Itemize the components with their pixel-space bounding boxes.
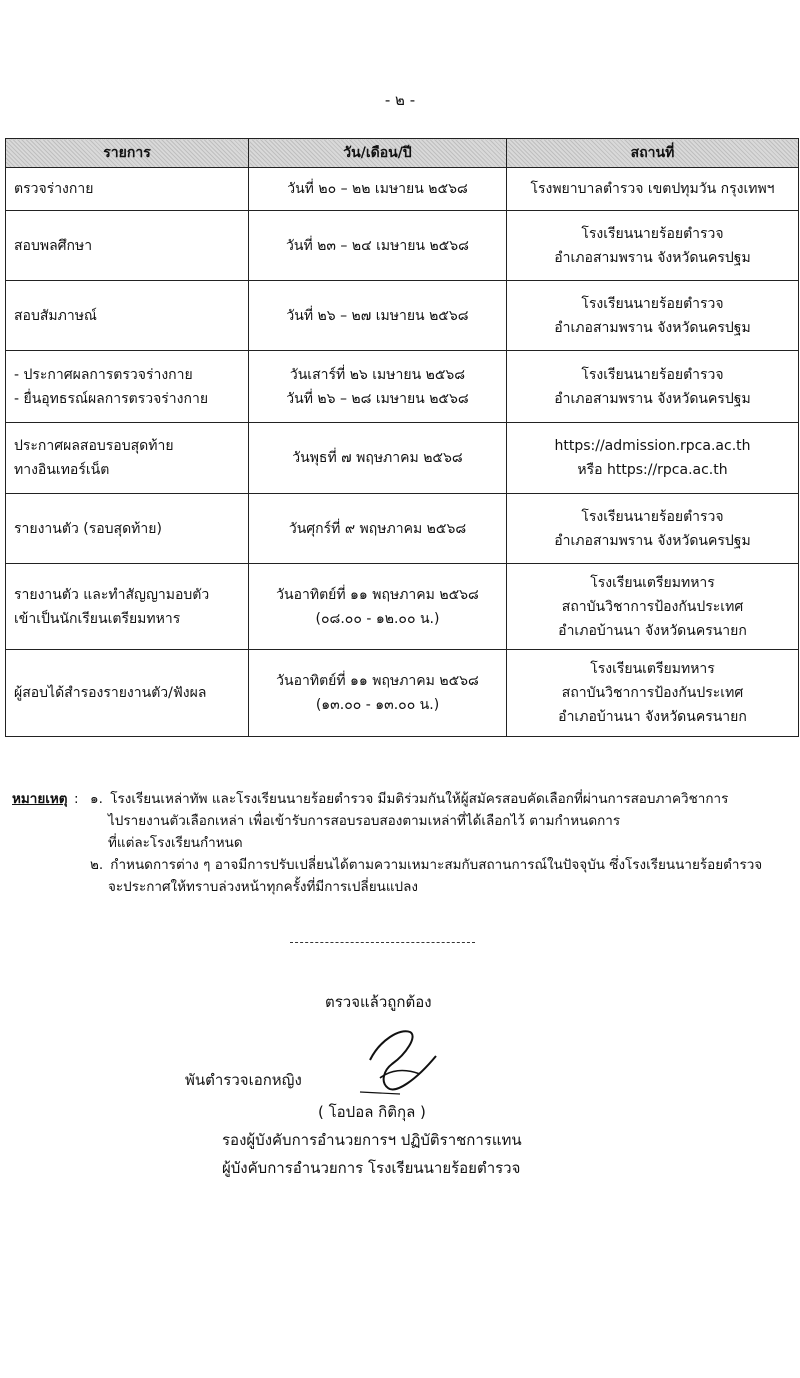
signer-name: ( โอปอล กิติกุล ) [318, 1103, 426, 1121]
cell-item: รายงานตัว (รอบสุดท้าย) [6, 494, 249, 564]
header-item: รายการ [6, 139, 249, 168]
note-line: ที่แต่ละโรงเรียนกำหนด [108, 835, 243, 851]
table-row [6, 351, 799, 423]
cell-date: วันที่ ๒๖ – ๒๗ เมษายน ๒๕๖๘ [249, 281, 507, 351]
notes-colon: : [74, 791, 79, 807]
page-number: - ๒ - [384, 91, 416, 109]
notes-section [12, 788, 792, 898]
cell-date: วันที่ ๒๓ – ๒๔ เมษายน ๒๕๖๘ [249, 211, 507, 281]
cell-date: วันศุกร์ที่ ๙ พฤษภาคม ๒๕๖๘ [249, 494, 507, 564]
cell-item: ตรวจร่างกาย [6, 168, 249, 211]
note-line: โรงเรียนเหล่าทัพ และโรงเรียนนายร้อยตำรวจ มีมติร่วมกันให้ผู้สมัครสอบคัดเลือกที่ผ่านการสอบภาควิชาการ [110, 791, 729, 807]
cell-date: วันอาทิตย์ที่ ๑๑ พฤษภาคม ๒๕๖๘ (๑๓.๐๐ - ๑๓.๐๐ น.) [249, 650, 507, 737]
note-number: ๒. [90, 857, 104, 873]
cell-place: โรงเรียนเตรียมทหาร สถาบันวิชาการป้องกันประเทศ อำเภอบ้านนา จังหวัดนครนายก [507, 564, 799, 650]
header-date: วัน/เดือน/ปี [249, 139, 507, 168]
verified-text: ตรวจแล้วถูกต้อง [325, 993, 432, 1011]
signer-title-line-1: รองผู้บังคับการอำนวยการฯ ปฏิบัติราชการแทน [222, 1131, 522, 1149]
cell-place: โรงเรียนนายร้อยตำรวจ อำเภอสามพราน จังหวัดนครปฐม [507, 494, 799, 564]
signature-image [340, 1020, 460, 1100]
note-number: ๑. [90, 791, 103, 807]
note-line: กำหนดการต่าง ๆ อาจมีการปรับเปลี่ยนได้ตามความเหมาะสมกับสถานการณ์ในปัจจุบัน ซึ่งโรงเรียนนายร้อยตำรวจ [110, 857, 763, 873]
cell-date: วันอาทิตย์ที่ ๑๑ พฤษภาคม ๒๕๖๘ (๐๘.๐๐ - ๑๒.๐๐ น.) [249, 564, 507, 650]
table-row [6, 168, 799, 211]
note-line: จะประกาศให้ทราบล่วงหน้าทุกครั้งที่มีการเปลี่ยนแปลง [108, 879, 418, 895]
cell-item: สอบพลศึกษา [6, 211, 249, 281]
header-place: สถานที่ [507, 139, 799, 168]
signer-rank: พันตำรวจเอกหญิง [185, 1071, 302, 1089]
notes-label: หมายเหตุ [12, 791, 68, 807]
table-row [6, 211, 799, 281]
cell-place: โรงเรียนนายร้อยตำรวจ อำเภอสามพราน จังหวัดนครปฐม [507, 281, 799, 351]
table-row [6, 281, 799, 351]
note-2 [12, 854, 792, 898]
table-row [6, 564, 799, 650]
cell-place: โรงพยาบาลตำรวจ เขตปทุมวัน กรุงเทพฯ [507, 168, 799, 211]
cell-place: โรงเรียนนายร้อยตำรวจ อำเภอสามพราน จังหวัดนครปฐม [507, 211, 799, 281]
divider-line [290, 942, 475, 943]
note-line: ไปรายงานตัวเลือกเหล่า เพื่อเข้ารับการสอบรอบสองตามเหล่าที่ได้เลือกไว้ ตามกำหนดการ [108, 813, 621, 829]
cell-date: วันที่ ๒๐ – ๒๒ เมษายน ๒๕๖๘ [249, 168, 507, 211]
cell-date: วันเสาร์ที่ ๒๖ เมษายน ๒๕๖๘ วันที่ ๒๖ – ๒๘ เมษายน ๒๕๖๘ [249, 351, 507, 423]
signer-title-line-2: ผู้บังคับการอำนวยการ โรงเรียนนายร้อยตำรวจ [222, 1159, 521, 1177]
cell-item: สอบสัมภาษณ์ [6, 281, 249, 351]
note-1 [12, 788, 792, 854]
table-row [6, 494, 799, 564]
table-header-row [6, 139, 799, 168]
cell-item: รายงานตัว และทำสัญญามอบตัว เข้าเป็นนักเรียนเตรียมทหาร [6, 564, 249, 650]
cell-date: วันพุธที่ ๗ พฤษภาคม ๒๕๖๘ [249, 423, 507, 494]
cell-place: โรงเรียนนายร้อยตำรวจ อำเภอสามพราน จังหวัดนครปฐม [507, 351, 799, 423]
cell-item: ประกาศผลสอบรอบสุดท้าย ทางอินเทอร์เน็ต [6, 423, 249, 494]
cell-place: https://admission.rpca.ac.th หรือ https://rpca.ac.th [507, 423, 799, 494]
cell-place: โรงเรียนเตรียมทหาร สถาบันวิชาการป้องกันประเทศ อำเภอบ้านนา จังหวัดนครนายก [507, 650, 799, 737]
cell-item: - ประกาศผลการตรวจร่างกาย - ยื่นอุทธรณ์ผลการตรวจร่างกาย [6, 351, 249, 423]
cell-item: ผู้สอบได้สำรองรายงานตัว/ฟังผล [6, 650, 249, 737]
schedule-table [5, 138, 799, 737]
table-row [6, 423, 799, 494]
table-row [6, 650, 799, 737]
